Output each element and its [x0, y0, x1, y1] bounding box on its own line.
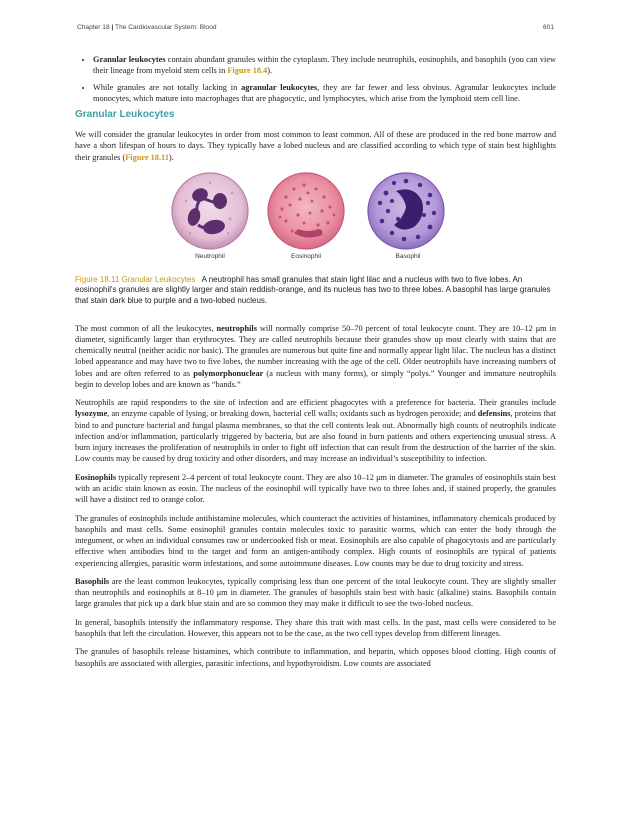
figure-link[interactable]: Figure 18.11	[125, 152, 169, 162]
chapter-number: Chapter 18	[77, 24, 110, 31]
paragraph-histamine: The granules of basophils release histamines, which contribute to inflammation, and heparin, which opposes blood clotting. High counts of basophils are associated with allergies, parasitic infections, and hypothyroidism. Low counts are associated	[75, 647, 556, 668]
key-term: Granular leukocytes	[93, 55, 166, 64]
chapter-name: The Cardiovascular System: Blood	[115, 24, 217, 31]
chapter-title: Chapter 18 | The Cardiovascular System: Blood	[77, 24, 217, 31]
paragraph-neutrophil-function	[75, 397, 556, 465]
basophil-image	[364, 171, 448, 251]
figure-leukocytes	[75, 171, 556, 265]
paragraph-text: (a nucleus with many forms), or simply “polys.” Younger and immature neutrophils begin to develop lobes and are known as “bands.”	[75, 368, 556, 389]
figure-caption-label: Figure 18.11 Granular Leukocytes	[75, 274, 196, 284]
paragraph-text: Neutrophils are rapid responders to the site of infection and are efficient phagocytes with a preference for bacteria. Their granules include	[75, 398, 556, 408]
key-term: Basophils	[75, 576, 110, 586]
page-number: 601	[542, 24, 554, 31]
body-text	[75, 323, 556, 669]
list-item	[93, 82, 556, 105]
paragraph-text: , proteins that bind to and puncture bacterial and fungal plasma membranes, so that the cell contents leak out. Abnormally high counts of neutrophils indicate infection and/or inflammation, particularly triggered by bacteria, but are also found in burn patients and others experiencing unusual stress. A burn injury increases the proliferation of neutrophils in order to fight off infection that can result from the destruction of the barrier of the skin. Low counts may be caused by drug toxicity and other disorders, and may increase an individual’s susceptibility to infection.	[75, 409, 556, 464]
figure-caption	[75, 275, 556, 307]
key-term: neutrophils	[216, 323, 257, 333]
bullet-list	[75, 54, 556, 104]
basophil-label: Basophil	[395, 252, 421, 260]
list-item	[93, 54, 556, 77]
neutrophil-label: Neutrophil	[195, 252, 225, 260]
intro-paragraph	[75, 129, 556, 163]
paragraph-mast-cells: In general, basophils intensify the inflammatory response. They share this trait with mast cells. In the past, mast cells were considered to be basophils that left the circulation. However, this appears not to be the case, as the two cell types develop from different lineages.	[75, 617, 556, 638]
key-term: agranular leukocytes	[241, 82, 318, 92]
paragraph-text: typically represent 2–4 percent of total leukocyte count. They are also 10–12 μm in diameter. The granules of eosinophils stain best with an acidic stain known as eosin. The nucleus of the eosinophil will typically have two to three lobes and, if stained properly, the granules will have a distinct red to orange color.	[75, 472, 556, 505]
neutrophil-image	[170, 171, 250, 251]
eosinophil-image	[264, 171, 348, 251]
bullet-text: While granules are not totally lacking in	[93, 82, 242, 92]
eosinophil-label: Eosinophil	[291, 252, 321, 260]
paragraph-text: , an enzyme capable of lysing, or breaking down, bacterial cell walls; oxidants such as hydrogen peroxide; and	[107, 409, 478, 419]
section-heading: Granular Leukocytes	[75, 109, 175, 120]
figure-link[interactable]: Figure 18.4	[227, 66, 268, 76]
paragraph-text: will normally comprise 50–70 percent of total leukocyte count. They are 10–12 μm in diameter, significantly larger than erythrocytes. They are called neutrophils because their granules show up most clearly with stains that are chemically neutral (neither acidic nor basic). The granules are numerous but quite fine and normally appear light lilac. The nucleus has a distinct lobed appearance and may have two to five lobes, the number increasing with the age of the cell. Older neutrophils have increasing numbers of lobes and are often referred to as	[75, 323, 556, 378]
key-term: defensins	[477, 409, 511, 419]
bullet-text: contain abundant granules within the cytoplasm. They include neutrophils, eosinophils, and basophils (you can view their lineage from myeloid stem cells in	[93, 55, 557, 76]
paragraph-neutrophils	[75, 323, 556, 391]
figure-caption-text: A neutrophil has small granules that stain light lilac and a nucleus with two to five lobes. An eosinophil's granules are slightly larger and stain reddish-orange, and its nucleus has two to three lobes. A basophil has large granules that stain dark blue to purple and a two-lobed nucleus.	[75, 274, 551, 305]
paragraph-eosinophil-granules: The granules of eosinophils include antihistamine molecules, which counteract the activities of histamines, inflammatory chemicals produced by basophils and mast cells. Some eosinophil granules contain molecules toxic to parasitic worms, which can enter the body through the integument, or when an individual consumes raw or undercooked fish or meat. Eosinophils are also capable of phagocytosis and are particularly effective when antibodies bind to the target and form an antigen-antibody complex. High counts of eosinophils are typical of patients experiencing allergies, parasitic worm infestations, and some autoimmune diseases. Low counts may be due to drug toxicity and stress.	[75, 513, 556, 568]
bullet-text: ).	[267, 66, 273, 76]
paragraph-text: The most common of all the leukocytes,	[75, 323, 217, 333]
paragraph-text: We will consider the granular leukocytes in order from most common to least common. All of these are produced in the red bone marrow and have a short lifespan of hours to days. They typically have a lobed nucleus and are classified according to which type of stain best highlights their granules (	[75, 130, 556, 162]
key-term: Eosinophils	[75, 472, 117, 482]
bullet-text: , they are far fewer and less obvious. Agranular leukocytes include monocytes, which mature into macrophages that are phagocytic, and lymphocytes, which arise from the lymphoid stem cell line.	[93, 82, 556, 103]
paragraph-basophils	[75, 576, 556, 610]
paragraph-text: ).	[168, 152, 174, 162]
paragraph-text: are the least common leukocytes, typically comprising less than one percent of the total leukocyte count. They are slightly smaller than neutrophils and eosinophils at 8–10 μm in diameter. The granules of basophils stain best with basic (alkaline) stains. Basophils contain large granules that pick up a dark blue stain and are so common they may make it difficult to see the two-lobed nucleus.	[75, 576, 556, 609]
paragraph-eosinophils	[75, 472, 556, 506]
key-term: polymorphonuclear	[193, 368, 264, 378]
page-content	[75, 54, 556, 676]
page-header	[77, 24, 554, 36]
key-term: lysozyme	[75, 409, 108, 419]
